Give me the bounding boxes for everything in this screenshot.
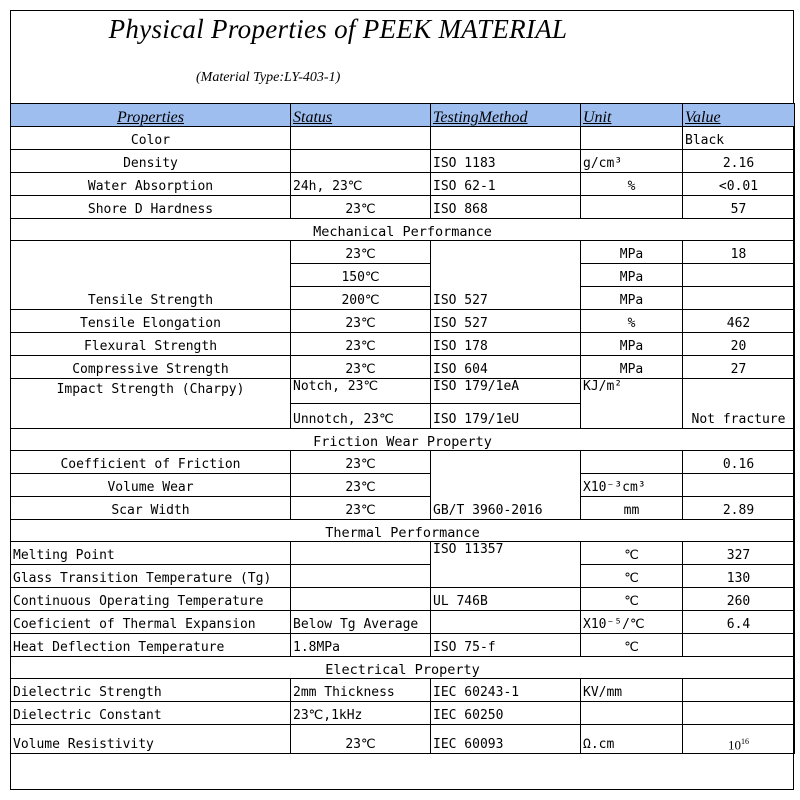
property-name: Dielectric Constant bbox=[11, 702, 291, 725]
property-name: Coefficient of Friction bbox=[11, 451, 291, 474]
table-row bbox=[11, 379, 795, 404]
property-name: Glass Transition Temperature (Tg) bbox=[11, 565, 291, 588]
section-title-mechanical: Mechanical Performance bbox=[11, 219, 795, 241]
property-method: ISO 527 bbox=[431, 241, 581, 310]
property-unit: KV/mm bbox=[581, 679, 683, 702]
property-value: 6.4 bbox=[683, 611, 795, 634]
property-value: 20 bbox=[683, 333, 795, 356]
header-row bbox=[11, 104, 795, 127]
property-status: 23℃ bbox=[291, 333, 431, 356]
property-unit: MPa bbox=[581, 356, 683, 379]
property-unit: X10⁻⁵/℃ bbox=[581, 611, 683, 634]
property-unit: % bbox=[581, 310, 683, 333]
property-value: <0.01 bbox=[683, 173, 795, 196]
property-method: ISO 604 bbox=[431, 356, 581, 379]
property-status: Unnotch, 23℃ bbox=[291, 404, 431, 429]
property-name: Impact Strength (Charpy) bbox=[11, 379, 291, 429]
table-row bbox=[11, 702, 795, 725]
section-row bbox=[11, 219, 795, 241]
property-method: IEC 60250 bbox=[431, 702, 581, 725]
property-status: 1.8MPa bbox=[291, 634, 431, 657]
table-row bbox=[11, 588, 795, 611]
section-row bbox=[11, 520, 795, 542]
property-name: Heat Deflection Temperature bbox=[11, 634, 291, 657]
table-row bbox=[11, 356, 795, 379]
property-value: 0.16 bbox=[683, 451, 795, 474]
header-properties: Properties bbox=[11, 104, 291, 127]
resistivity-exponent: 16 bbox=[741, 736, 749, 746]
property-value: 2.16 bbox=[683, 150, 795, 173]
property-status: 23℃ bbox=[291, 725, 431, 754]
property-method: ISO 179/1eA bbox=[431, 379, 581, 404]
property-unit: KJ/m² bbox=[581, 379, 683, 429]
property-status: Notch, 23℃ bbox=[291, 379, 431, 404]
property-unit: ℃ bbox=[581, 565, 683, 588]
property-status: 23℃ bbox=[291, 474, 431, 497]
header-unit: Unit bbox=[581, 104, 683, 127]
property-name: Flexural Strength bbox=[11, 333, 291, 356]
property-name: Dielectric Strength bbox=[11, 679, 291, 702]
property-method: ISO 178 bbox=[431, 333, 581, 356]
property-status: Below Tg Average bbox=[291, 611, 431, 634]
property-method: ISO 179/1eU bbox=[431, 404, 581, 429]
property-value: 57 bbox=[683, 196, 795, 219]
property-value: 260 bbox=[683, 588, 795, 611]
table-row bbox=[11, 679, 795, 702]
property-name: Compressive Strength bbox=[11, 356, 291, 379]
property-name: Shore D Hardness bbox=[11, 196, 291, 219]
property-method: ISO 75-f bbox=[431, 634, 581, 657]
property-unit: mm bbox=[581, 497, 683, 520]
property-name: Scar Width bbox=[11, 497, 291, 520]
section-row bbox=[11, 429, 795, 451]
property-status: 2mm Thickness bbox=[291, 679, 431, 702]
table-row bbox=[11, 634, 795, 657]
property-name: Continuous Operating Temperature bbox=[11, 588, 291, 611]
property-unit: X10⁻³cm³ bbox=[581, 474, 683, 497]
property-method: ISO 527 bbox=[431, 310, 581, 333]
property-status: 24h, 23℃ bbox=[291, 173, 431, 196]
property-value bbox=[683, 725, 795, 754]
property-method: UL 746B bbox=[431, 588, 581, 611]
material-type-subtitle: (Material Type:LY-403-1) bbox=[196, 70, 341, 85]
property-unit: ℃ bbox=[581, 542, 683, 565]
property-value: Black bbox=[683, 127, 795, 150]
property-value: 130 bbox=[683, 565, 795, 588]
property-status: 23℃,1kHz bbox=[291, 702, 431, 725]
table-row bbox=[11, 310, 795, 333]
resistivity-base: 10 bbox=[728, 737, 741, 752]
property-method: ISO 11357 bbox=[431, 542, 581, 588]
property-unit: ℃ bbox=[581, 634, 683, 657]
page-title: Physical Properties of PEEK MATERIAL bbox=[108, 14, 568, 44]
property-value: 2.89 bbox=[683, 497, 795, 520]
table-row bbox=[11, 333, 795, 356]
property-name: Tensile Strength bbox=[11, 241, 291, 310]
property-status: 23℃ bbox=[291, 356, 431, 379]
header-status: Status bbox=[291, 104, 431, 127]
property-unit: MPa bbox=[581, 287, 683, 310]
property-unit: MPa bbox=[581, 264, 683, 287]
property-name: Volume Resistivity bbox=[11, 725, 291, 754]
property-status: 200℃ bbox=[291, 287, 431, 310]
table-row bbox=[11, 725, 795, 754]
property-value: 18 bbox=[683, 241, 795, 264]
property-unit: MPa bbox=[581, 333, 683, 356]
table-row bbox=[11, 451, 795, 474]
property-method: IEC 60243-1 bbox=[431, 679, 581, 702]
property-name: Volume Wear bbox=[11, 474, 291, 497]
property-unit: ℃ bbox=[581, 588, 683, 611]
header-value: Value bbox=[683, 104, 795, 127]
property-method: ISO 868 bbox=[431, 196, 581, 219]
property-status: 23℃ bbox=[291, 497, 431, 520]
property-value: 27 bbox=[683, 356, 795, 379]
section-row bbox=[11, 657, 795, 679]
property-method: GB/T 3960-2016 bbox=[431, 451, 581, 520]
property-unit: % bbox=[581, 173, 683, 196]
property-unit: Ω.cm bbox=[581, 725, 683, 754]
properties-table bbox=[10, 103, 795, 754]
property-status: 23℃ bbox=[291, 241, 431, 264]
property-value: Not fracture bbox=[683, 379, 795, 429]
table-row bbox=[11, 150, 795, 173]
table-row bbox=[11, 127, 795, 150]
table-row bbox=[11, 611, 795, 634]
section-title-friction: Friction Wear Property bbox=[11, 429, 795, 451]
property-status: 150℃ bbox=[291, 264, 431, 287]
property-value: 327 bbox=[683, 542, 795, 565]
property-status: 23℃ bbox=[291, 451, 431, 474]
table-row bbox=[11, 497, 795, 520]
property-status: 23℃ bbox=[291, 196, 431, 219]
table-row bbox=[11, 196, 795, 219]
table-row bbox=[11, 542, 795, 565]
section-title-thermal: Thermal Performance bbox=[11, 520, 795, 542]
header-method: TestingMethod bbox=[431, 104, 581, 127]
property-name: Coeficient of Thermal Expansion bbox=[11, 611, 291, 634]
property-value: 462 bbox=[683, 310, 795, 333]
property-status: 23℃ bbox=[291, 310, 431, 333]
property-name: Melting Point bbox=[11, 542, 291, 565]
table-row bbox=[11, 474, 795, 497]
property-method: ISO 62-1 bbox=[431, 173, 581, 196]
table-row bbox=[11, 241, 795, 264]
table-row bbox=[11, 565, 795, 588]
section-title-electrical: Electrical Property bbox=[11, 657, 795, 679]
property-name: Tensile Elongation bbox=[11, 310, 291, 333]
property-method: ISO 1183 bbox=[431, 150, 581, 173]
property-name: Color bbox=[11, 127, 291, 150]
property-unit: MPa bbox=[581, 241, 683, 264]
property-name: Water Absorption bbox=[11, 173, 291, 196]
property-method: IEC 60093 bbox=[431, 725, 581, 754]
property-unit: g/cm³ bbox=[581, 150, 683, 173]
table-row bbox=[11, 173, 795, 196]
property-name: Density bbox=[11, 150, 291, 173]
